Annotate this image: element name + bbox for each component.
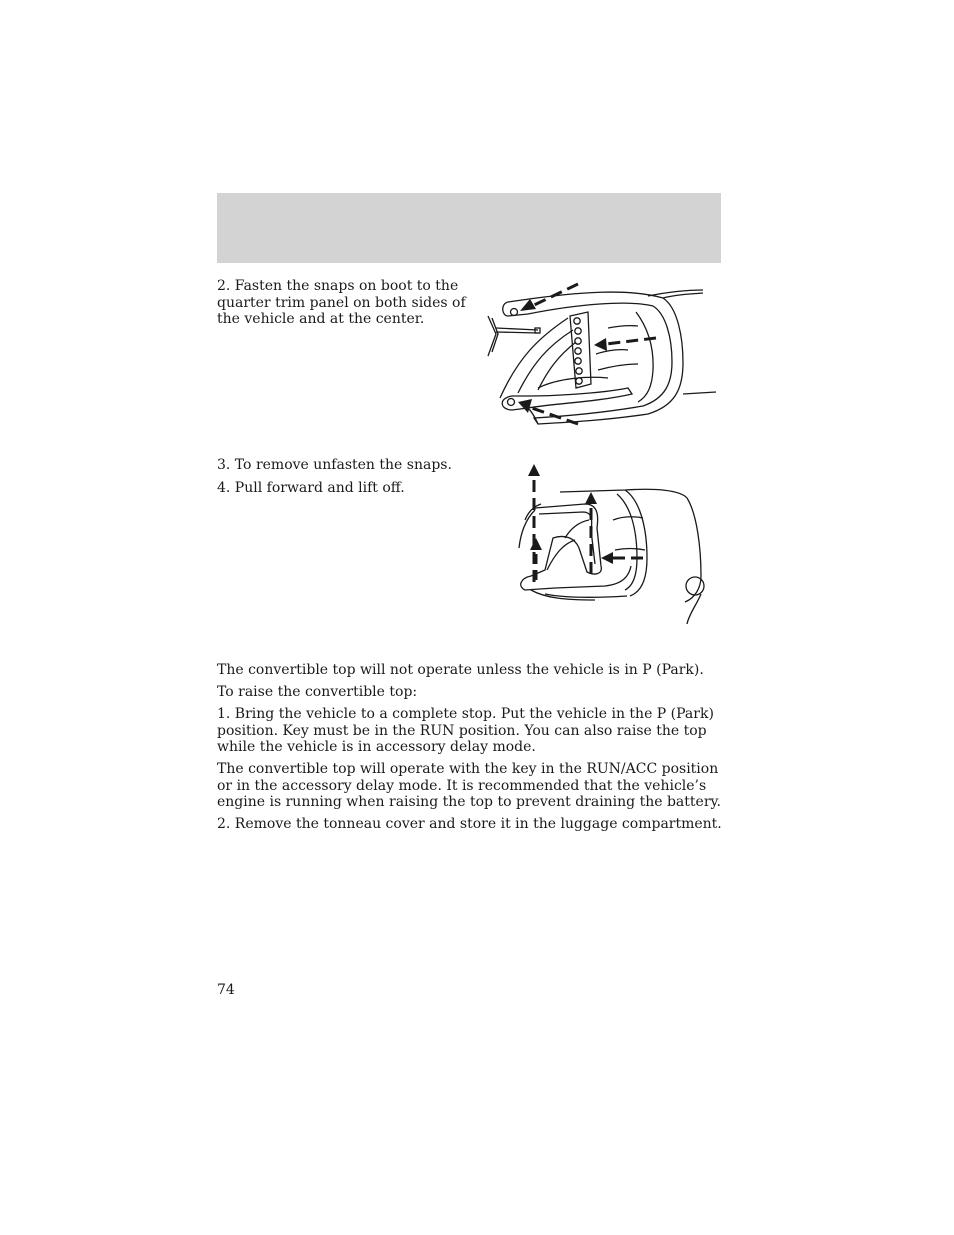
body-text — [217, 662, 723, 838]
step-block-fasten — [217, 278, 467, 334]
boot-snaps-fasten-illustration — [478, 278, 723, 433]
step-3-text: 3. To remove unfasten the snaps. — [217, 457, 452, 473]
paragraph-step-1: 1. Bring the vehicle to a complete stop. Put the vehicle in the P (Park) position. Key must be in the RUN position. You can also raise the top while the vehicle is in accessory delay mode. — [217, 706, 714, 755]
paragraph-key-position: The convertible top will operate with the key in the RUN/ACC position or in the accessory delay mode. It is recommended that the vehicle’s engine is running when raising the top to prevent draining the battery. — [217, 761, 722, 810]
paragraph-raise-heading: To raise the convertible top: — [217, 684, 418, 700]
header-band — [217, 193, 721, 263]
paragraph-park-requirement: The convertible top will not operate unless the vehicle is in P (Park). — [217, 662, 704, 678]
boot-remove-illustration — [505, 458, 720, 628]
step-2-text: 2. Fasten the snaps on boot to the quarter trim panel on both sides of the vehicle and at the center. — [217, 278, 466, 327]
paragraph-step-2: 2. Remove the tonneau cover and store it in the luggage compartment. — [217, 816, 722, 832]
step-block-remove — [217, 457, 467, 503]
step-4-text: 4. Pull forward and lift off. — [217, 480, 405, 496]
page-number: 74 — [217, 982, 235, 998]
